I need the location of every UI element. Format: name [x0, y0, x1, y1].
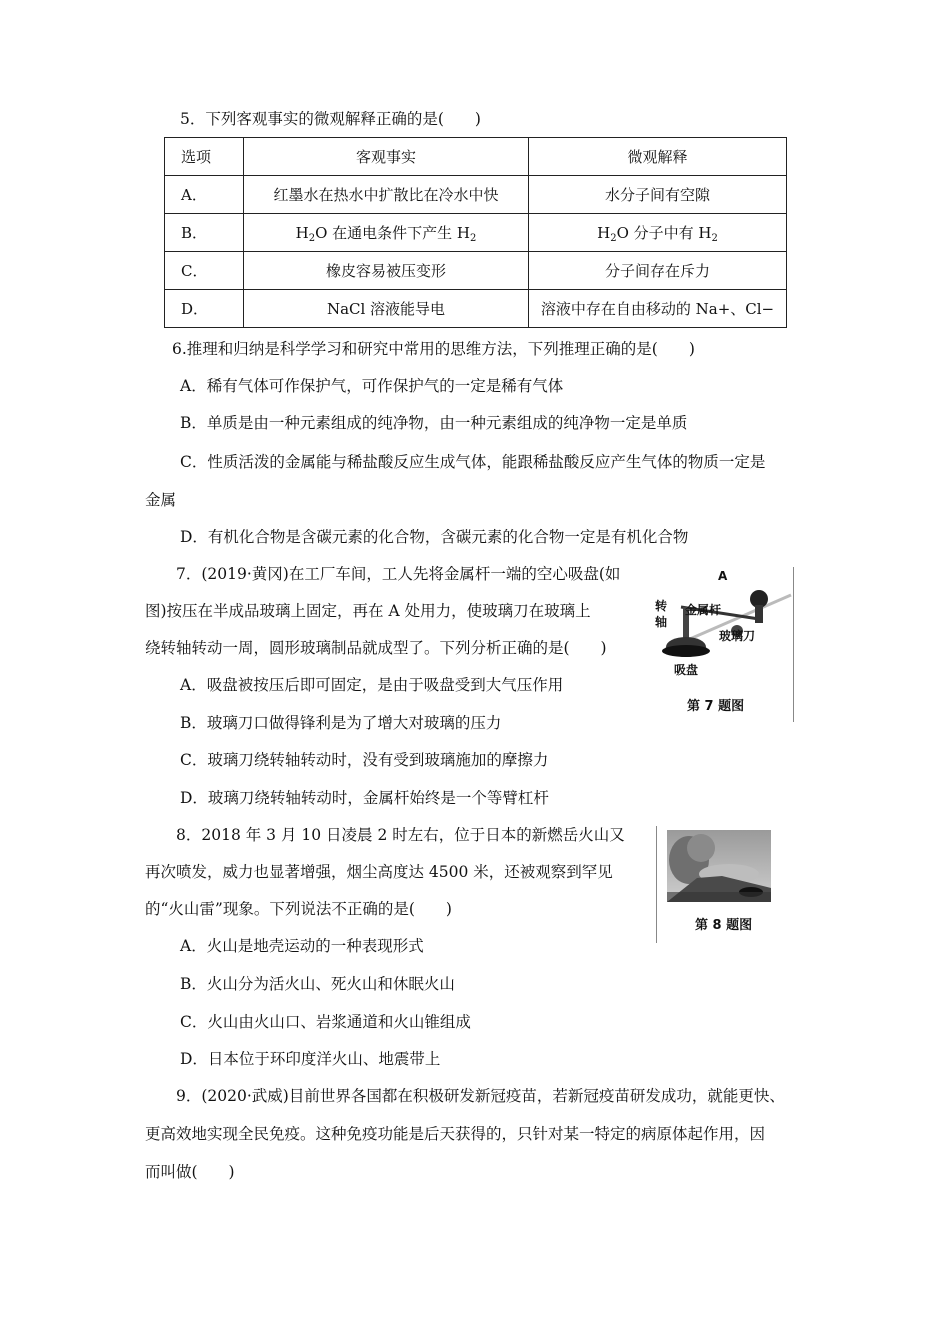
table-row [165, 176, 787, 214]
q6-option-b: B．单质是由一种元素组成的纯净物，由一种元素组成的纯净物一定是单质 [180, 414, 688, 432]
q8-option-a: A．火山是地壳运动的一种表现形式 [180, 937, 424, 955]
q6-option-d: D．有机化合物是含碳元素的化合物，含碳元素的化合物一定是有机化合物 [180, 528, 689, 546]
formula-subscript: 2 [711, 232, 718, 244]
table-cell-option: B． [165, 214, 244, 252]
formula-text: O 在通电条件下产生 H [315, 223, 470, 242]
q7-option-a: A．吸盘被按压后即可固定，是由于吸盘受到大气压作用 [180, 676, 564, 694]
q7-stem-line1: 7．(2019·黄冈)在工厂车间，工人先将金属杆一端的空心吸盘(如 [176, 565, 621, 583]
q8-option-c: C．火山由火山口、岩浆通道和火山锥组成 [180, 1013, 471, 1031]
table-cell-fact: 橡皮容易被压变形 [244, 252, 529, 290]
q9-stem-line1: 9．(2020·武威)目前世界各国都在积极研发新冠疫苗，若新冠疫苗研发成功，就能更快、 [176, 1087, 785, 1105]
q7-option-b: B．玻璃刀口做得锋利是为了增大对玻璃的压力 [180, 714, 502, 732]
table-cell-fact: NaCl 溶液能导电 [244, 290, 529, 328]
figure-label-rod: 金属杆 [685, 603, 722, 617]
formula-text: H [597, 223, 611, 242]
q8-stem-line1: 8．2018 年 3 月 10 日凌晨 2 时左右，位于日本的新燃岳火山又 [176, 826, 625, 844]
formula-text: H [295, 223, 309, 242]
q7-figure [641, 567, 794, 722]
q9-stem-line2: 更高效地实现全民免疫。这种免疫功能是后天获得的，只针对某一特定的病原体起作用，因 [145, 1125, 766, 1143]
table-cell-option: C． [165, 252, 244, 290]
formula-text: O 分子中有 H [616, 223, 712, 242]
table-cell-fact [244, 214, 529, 252]
table-cell-option: D． [165, 290, 244, 328]
figure-label-cup: 吸盘 [674, 663, 699, 677]
q9-stem-line3: 而叫做( ) [145, 1163, 235, 1181]
figure-label-a: A [718, 569, 728, 583]
formula-subscript: 2 [470, 232, 477, 244]
q8-option-d: D．日本位于环印度洋火山、地震带上 [180, 1050, 441, 1068]
q8-option-b: B．火山分为活火山、死火山和休眠火山 [180, 975, 455, 993]
q6-option-a: A．稀有气体可作保护气，可作保护气的一定是稀有气体 [180, 377, 564, 395]
q6-option-c-line2: 金属 [145, 491, 177, 509]
formula-subscript: 2 [308, 232, 316, 244]
table-header-cell: 选项 [165, 138, 244, 176]
table-cell-explanation: 水分子间有空隙 [529, 176, 787, 214]
formula-subscript: 2 [610, 232, 617, 244]
figure-label-axis: 转 [655, 599, 668, 613]
table-cell-fact: 红墨水在热水中扩散比在冷水中快 [244, 176, 529, 214]
q7-option-d: D．玻璃刀绕转轴转动时，金属杆始终是一个等臂杠杆 [180, 789, 549, 807]
q7-stem-line2: 图)按压在半成品玻璃上固定，再在 A 处用力，使玻璃刀在玻璃上 [145, 602, 591, 620]
q5-table [164, 137, 787, 328]
table-row [165, 290, 787, 328]
table-cell-option: A． [165, 176, 244, 214]
q8-stem-line2: 再次喷发，威力也显著增强，烟尘高度达 4500 米，还被观察到罕见 [145, 863, 613, 881]
table-row [165, 214, 787, 252]
table-header-cell: 微观解释 [529, 138, 787, 176]
q8-figure [656, 826, 788, 943]
table-cell-explanation [529, 214, 787, 252]
q5-stem: 5．下列客观事实的微观解释正确的是( ) [180, 110, 481, 128]
q6-stem: 6.推理和归纳是科学学习和研究中常用的思维方法，下列推理正确的是( ) [172, 340, 695, 358]
figure-label-knife: 玻璃刀 [719, 629, 756, 643]
q8-stem-line3: 的“火山雷”现象。下列说法不正确的是( ) [145, 900, 452, 918]
table-cell-explanation: 分子间存在斥力 [529, 252, 787, 290]
figure-label-axis: 轴 [655, 615, 668, 629]
figure-caption: 第 7 题图 [687, 699, 745, 714]
table-cell-explanation: 溶液中存在自由移动的 Na+、Cl− [529, 290, 787, 328]
q6-option-c-line1: C．性质活泼的金属能与稀盐酸反应生成气体，能跟稀盐酸反应产生气体的物质一定是 [180, 453, 766, 471]
table-header-cell: 客观事实 [244, 138, 529, 176]
table-row [165, 252, 787, 290]
q7-stem-line3: 绕转轴转动一周，圆形玻璃制品就成型了。下列分析正确的是( ) [145, 639, 607, 657]
table-header-row [165, 138, 787, 176]
q7-option-c: C．玻璃刀绕转轴转动时，没有受到玻璃施加的摩擦力 [180, 751, 549, 769]
figure-caption: 第 8 题图 [695, 918, 753, 933]
